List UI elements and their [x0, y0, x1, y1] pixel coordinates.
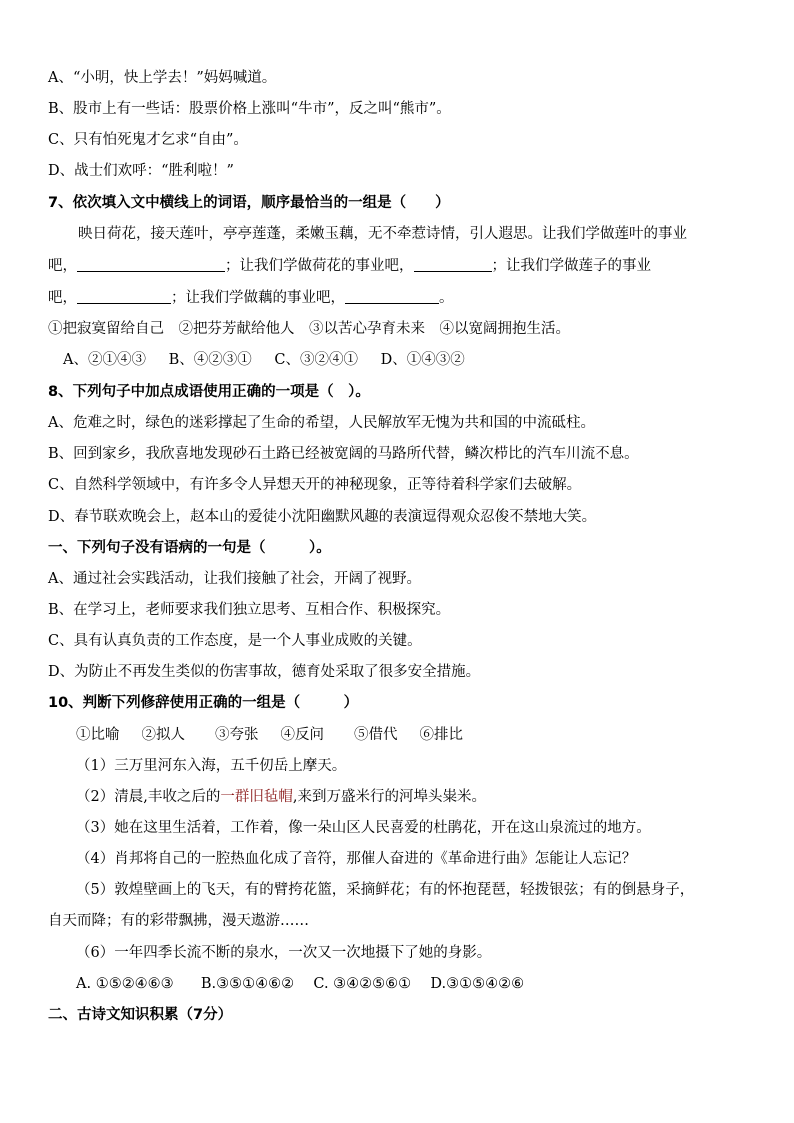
q10-answers [76, 974, 524, 994]
fill-blank-1[interactable] [77, 257, 225, 272]
q7-paragraph-line1: 映日荷花，接天莲叶，亭亭莲蓬，柔嫩玉藕，无不牵惹诗情，引人遐思。让我们学做莲叶的事业 [78, 226, 687, 242]
device-3: ③夸张 [215, 727, 259, 743]
q9-title: 一、下列句子没有语病的一句是（ ）。 [48, 540, 331, 556]
q7-answer-a[interactable]: A、②①④③ [63, 352, 146, 368]
q7-answer-d[interactable]: D、①④③② [380, 352, 465, 368]
q10-sentence-2: （2）清晨,丰收之后的一群旧毡帽,来到万盛米行的河埠头粜米。 [76, 789, 486, 805]
q10-sentence-6: （6）一年四季长流不断的泉水，一次又一次地摄下了她的身影。 [76, 945, 492, 961]
device-4: ④反问 [280, 727, 324, 743]
q9-option-b: B、在学习上，老师要求我们独立思考、互相合作、积极探究。 [48, 602, 451, 618]
q10-sentence-5-line2: 自天而降；有的彩带飘拂，漫天遨游…… [48, 913, 309, 929]
q10-sentence-3: （3）她在这里生活着，工作着，像一朵山区人民喜爱的杜鹃花，开在这山泉流过的地方。 [76, 820, 651, 836]
q10-answer-d[interactable]: D.③①⑤④②⑥ [430, 976, 525, 992]
device-1: ①比喻 [76, 727, 120, 743]
q7-title: 7、依次填入文中横线上的词语，顺序最恰当的一组是（ ） [48, 195, 450, 211]
q10-answer-b[interactable]: B.③⑤①④⑥② [200, 976, 295, 992]
device-6: ⑥排比 [419, 727, 463, 743]
q7-answer-c[interactable]: C、③②④① [274, 352, 358, 368]
q7-paragraph-line2: 吧， ；让我们学做荷花的事业吧， ；让我们学做莲子的事业 [48, 258, 651, 274]
q7-answer-b[interactable]: B、④②③① [168, 352, 252, 368]
q6-option-b: B、股市上有一些话：股票价格上涨叫“牛市”，反之叫“熊市”。 [48, 101, 451, 117]
q6-option-d: D、战士们欢呼：“胜利啦！” [48, 163, 234, 179]
q10-devices [76, 725, 463, 745]
fill-blank-4[interactable] [345, 289, 439, 304]
device-5: ⑤借代 [354, 727, 398, 743]
q8-option-c: C、自然科学领域中，有许多令人异想天开的神秘现象，正等待着科学家们去破解。 [48, 477, 582, 493]
q6-option-a: A、“小明，快上学去！”妈妈喊道。 [48, 70, 277, 86]
q10-answer-a[interactable]: A. ①⑤②④⑥③ [76, 976, 174, 992]
q10-title: 10、判断下列修辞使用正确的一组是（ ） [48, 695, 359, 711]
q6-option-c: C、只有怕死鬼才乞求“自由”。 [48, 132, 248, 148]
q10-sentence-1: （1）三万里河东入海，五千仞岳上摩天。 [76, 758, 347, 774]
q9-option-c: C、具有认真负责的工作态度，是一个人事业成败的关键。 [48, 633, 422, 649]
section-2-title: 二、古诗文知识积累（7分） [48, 1007, 233, 1023]
fill-blank-3[interactable] [77, 289, 171, 304]
q9-option-d: D、为防止不再发生类似的伤害事故，德育处采取了很多安全措施。 [48, 664, 481, 680]
fill-blank-2[interactable] [414, 257, 492, 272]
q8-option-a: A、危难之时，绿色的迷彩撑起了生命的希望，人民解放军无愧为共和国的中流砥柱。 [48, 415, 595, 431]
q9-option-a: A、通过社会实践活动，让我们接触了社会，开阔了视野。 [48, 571, 421, 587]
q10-answer-c[interactable]: C. ③④②⑤⑥① [313, 976, 412, 992]
q10-sentence-5-line1: （5）敦煌壁画上的飞天，有的臂挎花篮，采摘鲜花；有的怀抱琵琶，轻拨银弦；有的倒悬身子， [76, 882, 695, 898]
q7-choices: ①把寂寞留给自己 ②把芬芳献给他人 ③以苦心孕育未来 ④以宽阔拥抱生活。 [48, 321, 570, 337]
device-2: ②拟人 [141, 727, 185, 743]
q8-option-d: D、春节联欢晚会上，赵本山的爱徒小沈阳幽默风趣的表演逗得观众忍俊不禁地大笑。 [48, 509, 597, 525]
highlighted-phrase: 一群旧毡帽 [220, 789, 293, 805]
q8-option-b: B、回到家乡，我欣喜地发现砂石土路已经被宽阔的马路所代替，鳞次栉比的汽车川流不息。 [48, 446, 639, 462]
q7-paragraph-line3: 吧， ；让我们学做藕的事业吧， 。 [48, 290, 454, 306]
q7-answers [63, 350, 483, 370]
q8-title: 8、下列句子中加点成语使用正确的一项是（ ）。 [48, 384, 370, 400]
q10-sentence-4: （4）肖邦将自己的一腔热血化成了音符，那催人奋进的《革命进行曲》怎能让人忘记？ [76, 851, 637, 867]
